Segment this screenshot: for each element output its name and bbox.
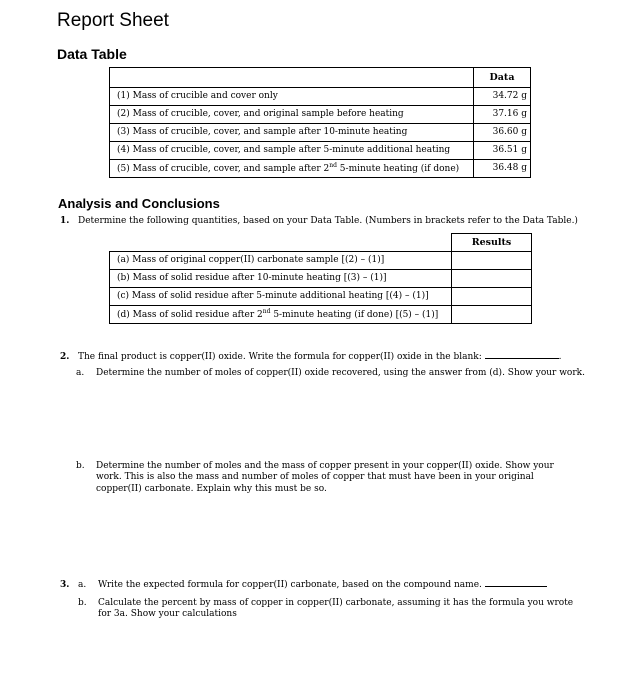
page-title: Report Sheet: [57, 10, 169, 31]
data-row-label-part: (5) Mass of crucible, cover, and sample after 2: [117, 164, 330, 174]
table-row: [110, 106, 531, 124]
question-text: The final product is copper(II) oxide. Write the formula for copper(II) oxide in the blank:: [78, 352, 482, 362]
analysis-heading: Analysis and Conclusions: [58, 196, 220, 211]
results-row-label: (a) Mass of original copper(II) carbonate sample [(2) – (1)]: [110, 252, 452, 270]
subquestion-text: Determine the number of moles of copper(II) oxide recovered, using the answer from (d). Show your work.: [96, 368, 585, 378]
results-row-label: (b) Mass of solid residue after 10-minute heating [(3) – (1)]: [110, 270, 452, 288]
superscript: nd: [329, 162, 337, 169]
results-answer-cell[interactable]: [452, 306, 532, 324]
results-row-label-part: (d) Mass of solid residue after 2: [117, 310, 263, 320]
data-row-label: [110, 160, 474, 178]
subquestion-letter: a.: [78, 580, 87, 590]
data-row-label: (2) Mass of crucible, cover, and original sample before heating: [110, 106, 474, 124]
table-row: [110, 160, 531, 178]
table-row: [110, 288, 532, 306]
subquestion-text: Calculate the percent by mass of copper in copper(II) carbonate, assuming it has the formula you wrote for 3a. Show your calculations: [98, 598, 574, 620]
question-3b: [78, 598, 578, 621]
results-header-blank: [110, 234, 452, 252]
formula-blank[interactable]: [485, 586, 547, 587]
results-row-label: (c) Mass of solid residue after 5-minute additional heating [(4) – (1)]: [110, 288, 452, 306]
question-2a: [76, 368, 616, 379]
data-column-header: Data: [474, 68, 531, 88]
subquestion-letter: a.: [76, 368, 85, 378]
data-row-label: (1) Mass of crucible and cover only: [110, 88, 474, 106]
question-1: [60, 216, 620, 227]
results-answer-cell[interactable]: [452, 288, 532, 306]
data-row-value: 36.51 g: [474, 142, 531, 160]
results-row-label-part: 5-minute heating (if done) [(5) – (1)]: [270, 310, 439, 320]
data-row-label-part: 5-minute heating (if done): [336, 164, 460, 174]
superscript: nd: [262, 308, 271, 315]
question-text: Determine the following quantities, based on your Data Table. (Numbers in brackets refer to the Data Table.): [78, 216, 578, 226]
data-row-value: 36.60 g: [474, 124, 531, 142]
results-answer-cell[interactable]: [452, 252, 532, 270]
data-row-label: (4) Mass of crucible, cover, and sample after 5-minute additional heating: [110, 142, 474, 160]
data-row-value: 34.72 g: [474, 88, 531, 106]
question-number: 2.: [60, 352, 70, 362]
subquestion-text: Determine the number of moles and the mass of copper present in your copper(II) oxide. Show your work. This is also the mass and number of moles of copper that must have been in your original copper(II) carbonate. Explain why this must be so.: [96, 461, 554, 494]
table-row: [110, 88, 531, 106]
data-table-header-blank: [110, 68, 474, 88]
sentence-end: .: [558, 352, 562, 362]
data-row-value: 37.16 g: [474, 106, 531, 124]
data-table-header-row: [110, 68, 531, 88]
table-row: [110, 306, 532, 324]
data-table: [109, 67, 531, 178]
question-3a: [60, 580, 620, 591]
data-table-heading: Data Table: [57, 46, 127, 62]
subquestion-text: Write the expected formula for copper(II) carbonate, based on the compound name.: [98, 580, 482, 590]
question-number: 1.: [60, 216, 70, 226]
results-column-header: Results: [452, 234, 532, 252]
question-number: 3.: [60, 580, 70, 590]
data-row-value: 36.48 g: [474, 160, 531, 178]
question-2: [60, 352, 620, 363]
results-table: [109, 233, 532, 324]
subquestion-letter: b.: [76, 461, 85, 471]
table-row: [110, 252, 532, 270]
subquestion-letter: b.: [78, 598, 87, 608]
table-row: [110, 124, 531, 142]
formula-blank[interactable]: [485, 358, 559, 359]
results-header-row: [110, 234, 532, 252]
table-row: [110, 142, 531, 160]
results-answer-cell[interactable]: [452, 270, 532, 288]
results-row-label: [110, 306, 452, 324]
table-row: [110, 270, 532, 288]
data-row-label: (3) Mass of crucible, cover, and sample after 10-minute heating: [110, 124, 474, 142]
question-2b: [76, 461, 576, 495]
